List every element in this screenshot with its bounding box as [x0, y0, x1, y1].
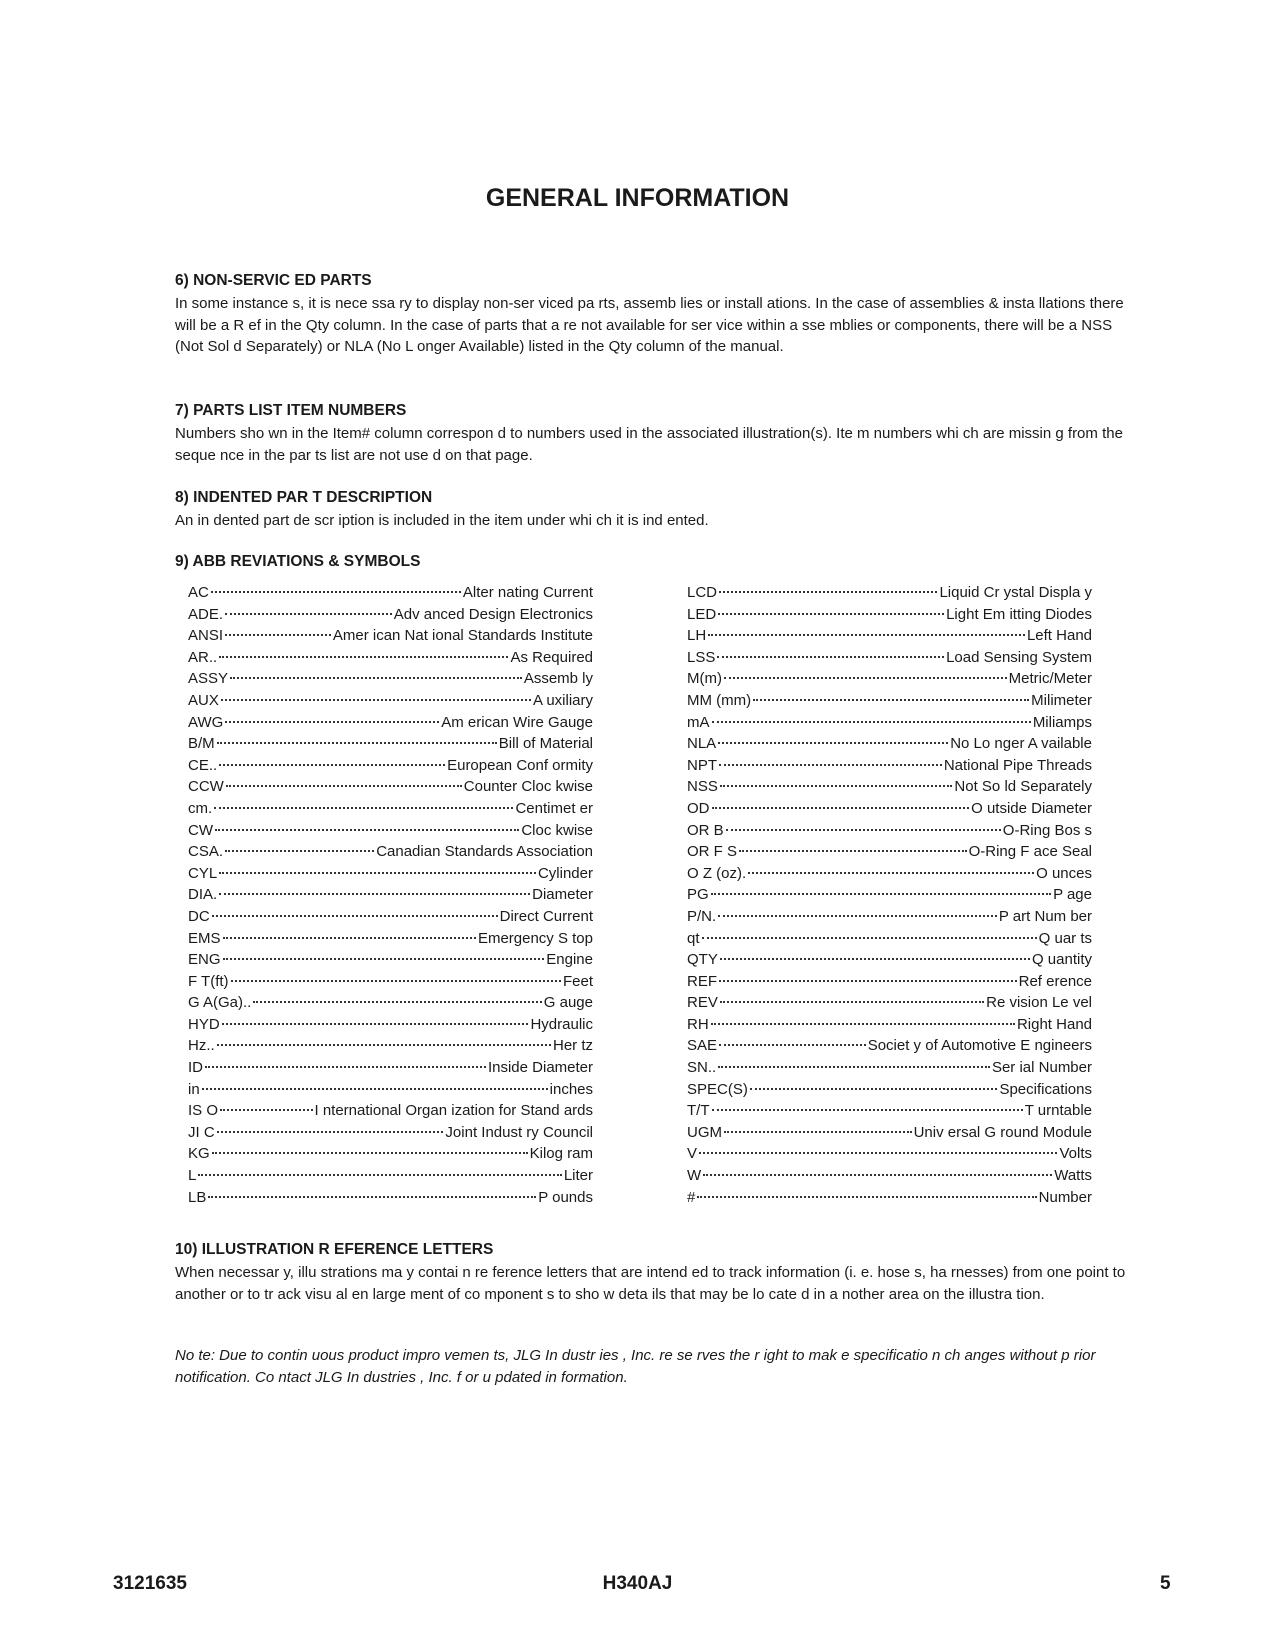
abbreviation-row: [687, 1079, 1092, 1101]
abbreviation-row: [188, 690, 593, 712]
abbreviation-meaning: Metric/Meter: [1008, 670, 1092, 688]
section-non-serviced-parts: [175, 272, 1135, 358]
abbreviation-term: LSS: [687, 648, 716, 666]
abbreviation-row: [188, 971, 593, 993]
dot-leader: [718, 1066, 990, 1068]
abbreviation-row: [188, 604, 593, 626]
abbreviation-meaning: National Pipe Threads: [943, 756, 1092, 774]
abbreviation-term: NSS: [687, 778, 718, 796]
abbreviation-term: mA: [687, 713, 710, 731]
abbreviation-list-right: [687, 582, 1092, 1208]
abbreviation-row: [188, 776, 593, 798]
dot-leader: [712, 1109, 1023, 1111]
abbreviation-term: V: [687, 1145, 698, 1163]
dot-leader: [217, 1044, 551, 1046]
abbreviation-term: AWG: [188, 713, 224, 731]
abbreviation-meaning: Inside Diameter: [487, 1059, 593, 1077]
abbreviation-term: O Z (oz).: [687, 864, 747, 882]
dot-leader: [225, 634, 331, 636]
section-heading: 6) NON-SERVIC ED PARTS: [175, 272, 372, 289]
dot-leader: [748, 872, 1034, 874]
abbreviation-meaning: Her tz: [552, 1037, 593, 1055]
section-heading: 8) INDENTED PAR T DESCRIPTION: [175, 489, 433, 506]
abbreviation-row: [188, 582, 593, 604]
dot-leader: [750, 1088, 998, 1090]
abbreviation-row: [188, 625, 593, 647]
dot-leader: [222, 1023, 529, 1025]
abbreviation-row: [188, 820, 593, 842]
abbreviation-term: Hz..: [188, 1037, 215, 1055]
abbreviation-meaning: Engine: [546, 951, 593, 969]
abbreviation-term: CYL: [188, 864, 218, 882]
abbreviation-row: [188, 755, 593, 777]
abbreviation-row: [687, 1143, 1092, 1165]
dot-leader: [212, 1152, 528, 1154]
dot-leader: [711, 893, 1051, 895]
abbreviation-meaning: inches: [549, 1080, 593, 1098]
section-body: An in dented part de scr iption is included in the item under whi ch it is ind ented.: [175, 512, 709, 529]
dot-leader: [205, 1066, 486, 1068]
abbreviation-term: MM (mm): [687, 691, 752, 709]
abbreviation-row: [188, 733, 593, 755]
abbreviation-row: [687, 647, 1092, 669]
abbreviation-meaning: Number: [1038, 1188, 1092, 1206]
abbreviation-row: [687, 625, 1092, 647]
abbreviation-meaning: Univ ersal G round Module: [913, 1123, 1092, 1141]
abbreviation-meaning: Left Hand: [1026, 627, 1092, 645]
abbreviation-meaning: Re vision Le vel: [986, 994, 1092, 1012]
section-body: When necessar y, illu strations ma y contai n re ference letters that are intend ed to track information (i. e. hose s, ha rnesses) from one point to another or to tr ack visu al en large ment of co mponent s to sho w deta ils that may be lo cate d in a nother area on the illustra tion.: [175, 1264, 1126, 1303]
dot-leader: [720, 958, 1030, 960]
dot-leader: [718, 915, 997, 917]
dot-leader: [726, 829, 1001, 831]
abbreviation-meaning: Q uantity: [1031, 951, 1092, 969]
abbreviation-term: AR..: [188, 648, 218, 666]
abbreviation-row: [188, 928, 593, 950]
abbreviation-row: [188, 884, 593, 906]
abbreviation-row: [687, 604, 1092, 626]
abbreviation-meaning: Centimet er: [515, 799, 593, 817]
dot-leader: [219, 893, 530, 895]
abbreviation-meaning: Specifications: [999, 1080, 1092, 1098]
dot-leader: [225, 721, 439, 723]
dot-leader: [219, 764, 445, 766]
dot-leader: [708, 634, 1025, 636]
abbreviation-meaning: Q uar ts: [1038, 929, 1092, 947]
abbreviation-term: P/N.: [687, 907, 717, 925]
dot-leader: [217, 1131, 444, 1133]
abbreviation-meaning: European Conf ormity: [447, 756, 593, 774]
abbreviation-row: [188, 798, 593, 820]
abbreviation-meaning: Liter: [563, 1167, 593, 1185]
abbreviation-row: [687, 884, 1092, 906]
dot-leader: [724, 677, 1007, 679]
dot-leader: [198, 1174, 561, 1176]
dot-leader: [697, 1196, 1036, 1198]
abbreviation-term: ASSY: [188, 670, 229, 688]
section-body: In some instance s, it is nece ssa ry to display non-ser viced pa rts, assemb lies or install ations. In the case of assemblies & insta llations there will be a R ef in the Qty column. In the case of parts that a re not available for ser vice within a sse mblies or components, there will be a NSS (Not Sol d Separately) or NLA (No L onger Available) listed in the Qty column of the manual.: [175, 295, 1124, 356]
dot-leader: [214, 807, 513, 809]
abbreviation-meaning: Counter Cloc kwise: [463, 778, 593, 796]
abbreviation-row: [188, 1079, 593, 1101]
abbreviation-row: [687, 1187, 1092, 1209]
abbreviation-row: [687, 733, 1092, 755]
abbreviation-row: [188, 992, 593, 1014]
improvement-note: No te: Due to contin uous product impro vemen ts, JLG In dustr ies , Inc. re se rves the r ight to mak e specificatio n ch anges without p rior notification. Co ntact JLG In dustries , Inc. f or u pdated in formation.: [175, 1347, 1096, 1386]
abbreviation-term: W: [687, 1167, 702, 1185]
dot-leader: [231, 980, 561, 982]
dot-leader: [719, 1044, 866, 1046]
abbreviation-term: EMS: [188, 929, 221, 947]
dot-leader: [230, 677, 522, 679]
abbreviation-meaning: Miliamps: [1032, 713, 1092, 731]
dot-leader: [208, 1196, 536, 1198]
abbreviation-meaning: Direct Current: [499, 907, 593, 925]
dot-leader: [253, 1001, 541, 1003]
abbreviation-row: [687, 820, 1092, 842]
abbreviation-term: OR F S: [687, 843, 738, 861]
abbreviation-term: SAE: [687, 1037, 718, 1055]
abbreviation-row: [687, 776, 1092, 798]
page-title: GENERAL INFORMATION: [485, 184, 790, 212]
dot-leader: [720, 1001, 984, 1003]
abbreviation-term: NPT: [687, 756, 717, 774]
abbreviation-row: [188, 712, 593, 734]
abbreviation-meaning: Adv anced Design Electronics: [393, 605, 593, 623]
section-indented-part-description: [175, 489, 1135, 532]
abbreviation-term: CE..: [188, 756, 218, 774]
abbreviation-term: UGM: [687, 1123, 722, 1141]
abbreviation-meaning: Liquid Cr ystal Displa y: [939, 584, 1092, 601]
abbreviation-meaning: Bill of Material: [498, 735, 593, 753]
abbreviation-row: [188, 949, 593, 971]
abbreviation-term: L: [188, 1167, 197, 1185]
abbreviation-meaning: Diameter: [532, 886, 593, 904]
abbreviation-term: PG: [687, 886, 709, 904]
abbreviation-row: [687, 841, 1092, 863]
abbreviation-row: [687, 863, 1092, 885]
abbreviation-term: LCD: [687, 584, 718, 601]
abbreviation-meaning: Cylinder: [537, 864, 593, 882]
abbreviation-term: LH: [687, 627, 707, 645]
abbreviation-term: F T(ft): [188, 972, 229, 990]
abbreviation-meaning: As Required: [510, 648, 593, 666]
abbreviation-row: [188, 906, 593, 928]
abbreviation-row: [687, 755, 1092, 777]
abbreviation-row: [687, 690, 1092, 712]
abbreviation-term: CW: [188, 821, 213, 839]
abbreviation-row: [687, 1057, 1092, 1079]
abbreviation-term: AC: [188, 584, 209, 601]
abbreviation-meaning: Am erican Wire Gauge: [441, 713, 593, 731]
abbreviation-term: REV: [687, 994, 718, 1012]
dot-leader: [711, 1023, 1015, 1025]
abbreviation-row: [687, 906, 1092, 928]
dot-leader: [719, 591, 937, 593]
abbreviation-row: [687, 712, 1092, 734]
dot-leader: [219, 872, 536, 874]
abbreviation-term: JI C: [188, 1123, 215, 1141]
abbreviation-term: DC: [188, 907, 210, 925]
abbreviation-term: CSA.: [188, 843, 224, 861]
dot-leader: [223, 937, 476, 939]
abbreviation-term: ADE.: [188, 605, 224, 623]
footer-model: H340AJ: [602, 1573, 673, 1594]
abbreviation-meaning: Ref erence: [1018, 972, 1092, 990]
dot-leader: [702, 937, 1037, 939]
dot-leader: [211, 591, 461, 593]
abbreviation-meaning: A uxiliary: [532, 691, 593, 709]
abbreviation-meaning: Canadian Standards Association: [376, 843, 593, 861]
dot-leader: [703, 1174, 1052, 1176]
abbreviation-meaning: Assemb ly: [523, 670, 593, 688]
abbreviation-term: ID: [188, 1059, 203, 1077]
abbreviation-row: [687, 928, 1092, 950]
abbreviation-term: B/M: [188, 735, 215, 753]
dot-leader: [719, 764, 942, 766]
abbreviation-term: LED: [687, 605, 717, 623]
abbreviation-meaning: P ounds: [538, 1188, 593, 1206]
abbreviation-term: SPEC(S): [687, 1080, 748, 1098]
section-heading: 7) PARTS LIST ITEM NUMBERS: [175, 402, 407, 419]
abbreviation-meaning: O-Ring F ace Seal: [968, 843, 1092, 861]
abbreviation-row: [687, 992, 1092, 1014]
abbreviation-term: OR B: [687, 821, 724, 839]
abbreviation-term: T/T: [687, 1102, 710, 1120]
abbreviation-term: G A(Ga)..: [188, 994, 252, 1012]
abbreviation-row: [188, 1014, 593, 1036]
dot-leader: [219, 656, 508, 658]
section-abbreviations-symbols: [175, 553, 1135, 574]
abbreviation-meaning: Volts: [1059, 1145, 1092, 1163]
dot-leader: [223, 958, 545, 960]
abbreviation-row: [188, 863, 593, 885]
dot-leader: [225, 613, 392, 615]
abbreviation-term: ENG: [188, 951, 221, 969]
abbreviation-row: [188, 1165, 593, 1187]
abbreviation-term: HYD: [188, 1015, 220, 1033]
abbreviation-term: QTY: [687, 951, 718, 969]
section-heading: 10) ILLUSTRATION R EFERENCE LETTERS: [175, 1241, 494, 1258]
abbreviation-meaning: Emergency S top: [477, 929, 593, 947]
dot-leader: [718, 613, 944, 615]
abbreviation-row: [687, 949, 1092, 971]
abbreviation-row: [687, 1165, 1092, 1187]
abbreviation-term: RH: [687, 1015, 709, 1033]
abbreviation-term: #: [687, 1188, 696, 1206]
abbreviation-meaning: Right Hand: [1016, 1015, 1092, 1033]
footer-doc-number: 3121635: [113, 1573, 187, 1594]
dot-leader: [717, 656, 944, 658]
dot-leader: [202, 1088, 548, 1090]
dot-leader: [753, 699, 1029, 701]
abbreviation-meaning: Feet: [562, 972, 593, 990]
dot-leader: [712, 807, 970, 809]
abbreviation-meaning: Kilog ram: [529, 1145, 593, 1163]
abbreviation-term: AUX: [188, 691, 219, 709]
abbreviation-term: qt: [687, 929, 700, 947]
dot-leader: [712, 721, 1031, 723]
dot-leader: [217, 742, 497, 744]
abbreviation-meaning: Societ y of Automotive E ngineers: [867, 1037, 1092, 1055]
abbreviation-meaning: Hydraulic: [530, 1015, 593, 1033]
abbreviation-row: [188, 1122, 593, 1144]
abbreviation-meaning: Light Em itting Diodes: [946, 605, 1092, 623]
abbreviation-row: [188, 1187, 593, 1209]
dot-leader: [221, 699, 531, 701]
section-parts-list-item-numbers: [175, 402, 1135, 466]
abbreviation-term: in: [188, 1080, 200, 1098]
abbreviation-row: [687, 1014, 1092, 1036]
abbreviation-term: M(m): [687, 670, 722, 688]
abbreviation-meaning: Load Sensing System: [946, 648, 1092, 666]
abbreviation-meaning: Not So ld Separately: [954, 778, 1092, 796]
abbreviation-term: ANSI: [188, 627, 224, 645]
abbreviation-meaning: P art Num ber: [998, 907, 1092, 925]
dot-leader: [212, 915, 498, 917]
abbreviation-list-left: [188, 582, 593, 1208]
abbreviation-meaning: O utside Diameter: [971, 799, 1092, 817]
abbreviation-row: [687, 582, 1092, 604]
abbreviation-row: [687, 668, 1092, 690]
abbreviation-meaning: No Lo nger A vailable: [950, 735, 1092, 753]
abbreviation-meaning: Cloc kwise: [521, 821, 593, 839]
abbreviation-meaning: Ser ial Number: [991, 1059, 1092, 1077]
abbreviation-meaning: T urntable: [1024, 1102, 1092, 1120]
abbreviation-meaning: Watts: [1054, 1167, 1092, 1185]
dot-leader: [720, 785, 953, 787]
dot-leader: [699, 1152, 1057, 1154]
dot-leader: [220, 1109, 312, 1111]
abbreviation-term: SN..: [687, 1059, 717, 1077]
abbreviation-meaning: O unces: [1036, 864, 1092, 882]
dot-leader: [724, 1131, 912, 1133]
abbreviation-row: [188, 647, 593, 669]
abbreviation-row: [687, 1100, 1092, 1122]
dot-leader: [719, 980, 1017, 982]
abbreviation-term: DIA.: [188, 886, 218, 904]
abbreviation-row: [188, 1100, 593, 1122]
abbreviation-term: CCW: [188, 778, 224, 796]
abbreviation-term: NLA: [687, 735, 717, 753]
abbreviation-row: [687, 1122, 1092, 1144]
dot-leader: [718, 742, 948, 744]
abbreviation-row: [188, 1143, 593, 1165]
abbreviation-term: OD: [687, 799, 710, 817]
abbreviation-term: LB: [188, 1188, 207, 1206]
abbreviation-term: IS O: [188, 1102, 219, 1120]
section-heading: 9) ABB REVIATIONS & SYMBOLS: [175, 553, 421, 570]
abbreviation-term: REF: [687, 972, 717, 990]
section-body: Numbers sho wn in the Item# column correspon d to numbers used in the associated illustration(s). Ite m numbers whi ch are missin g from the seque nce in the par ts list are not use d on that page.: [175, 425, 1123, 464]
footer-page-number: 5: [1160, 1573, 1171, 1594]
dot-leader: [739, 850, 967, 852]
abbreviation-meaning: Milimeter: [1031, 691, 1092, 709]
dot-leader: [225, 850, 374, 852]
abbreviation-row: [687, 1035, 1092, 1057]
section-illustration-reference-letters: [175, 1241, 1135, 1305]
abbreviation-meaning: G auge: [543, 994, 593, 1012]
abbreviation-row: [188, 668, 593, 690]
abbreviation-meaning: P age: [1053, 886, 1092, 904]
abbreviation-meaning: Joint Indust ry Council: [445, 1123, 593, 1141]
abbreviation-meaning: Alter nating Current: [462, 584, 593, 601]
abbreviation-row: [188, 841, 593, 863]
abbreviation-term: KG: [188, 1145, 210, 1163]
dot-leader: [226, 785, 462, 787]
abbreviation-row: [687, 798, 1092, 820]
dot-leader: [215, 829, 519, 831]
abbreviation-meaning: I nternational Organ ization for Stand ards: [314, 1102, 593, 1120]
abbreviation-row: [687, 971, 1092, 993]
abbreviation-meaning: Amer ican Nat ional Standards Institute: [332, 627, 593, 645]
abbreviation-term: cm.: [188, 799, 213, 817]
abbreviation-meaning: O-Ring Bos s: [1002, 821, 1092, 839]
abbreviation-row: [188, 1057, 593, 1079]
abbreviation-row: [188, 1035, 593, 1057]
